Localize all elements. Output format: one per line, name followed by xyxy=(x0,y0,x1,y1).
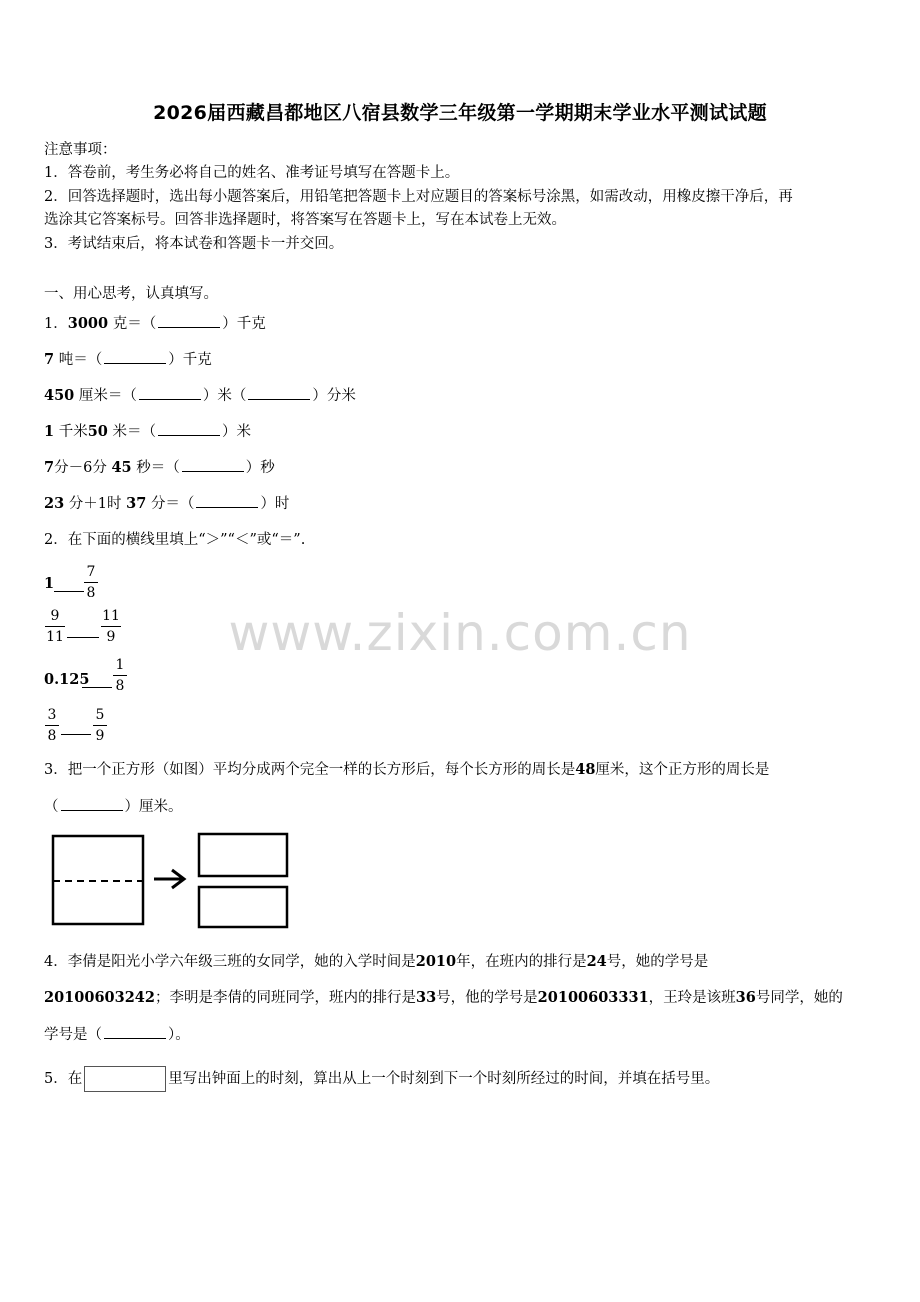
denominator: 9 xyxy=(106,629,116,645)
q2-text: 2．在下面的横线里填上“＞”“＜”或“＝”. xyxy=(44,532,306,548)
q1-line-3 xyxy=(44,385,356,406)
q1-value: 7 xyxy=(44,459,55,476)
q1-text: 吨＝（ xyxy=(58,352,103,368)
q1-text: 秒＝（ xyxy=(136,460,180,476)
q1-unit: ）千克 xyxy=(222,316,266,332)
q1-unit: ）秒 xyxy=(245,460,275,476)
q1-line-6 xyxy=(44,493,289,514)
q2-left-value: 1 xyxy=(44,575,55,592)
q1-number: 1． xyxy=(44,316,68,332)
q5-line xyxy=(44,1066,719,1092)
notice-heading: 注意事项： xyxy=(44,142,117,158)
fraction-bar xyxy=(84,582,98,583)
notice-item-1: 1．答卷前，考生务必将自己的姓名、准考证号填写在答题卡上。 xyxy=(44,165,460,181)
q4-value: 2010 xyxy=(415,953,457,970)
answer-blank[interactable] xyxy=(104,1024,166,1039)
time-input-box[interactable] xyxy=(84,1066,166,1092)
q4-text: 号，他的学号是 xyxy=(436,990,538,1006)
answer-blank[interactable] xyxy=(248,385,310,400)
q1-unit: ）分米 xyxy=(312,388,356,404)
denominator: 8 xyxy=(86,585,96,601)
denominator: 8 xyxy=(115,678,125,694)
q4-line-3 xyxy=(44,1024,190,1045)
numerator: 5 xyxy=(95,707,105,723)
q1-text: 克＝（ xyxy=(112,316,157,332)
q1-value: 450 xyxy=(44,387,75,404)
section-heading: 一、用心思考，认真填写。 xyxy=(44,286,218,302)
q4-value: 20100603331 xyxy=(537,989,649,1006)
q1-line-4 xyxy=(44,421,251,442)
answer-blank[interactable] xyxy=(182,457,244,472)
q1-unit: ）千克 xyxy=(168,352,212,368)
fraction-bar xyxy=(45,725,59,726)
square-split-figure xyxy=(44,830,294,930)
q1-text: 分－6分 xyxy=(54,460,107,476)
q1-value: 1 xyxy=(44,423,55,440)
q3-text: 厘米，这个正方形的周长是 xyxy=(595,762,770,778)
rectangle-bottom-shape xyxy=(199,887,287,927)
q1-value: 7 xyxy=(44,351,55,368)
answer-blank[interactable] xyxy=(104,349,166,364)
q1-line-5 xyxy=(44,457,275,478)
fraction-bar xyxy=(93,725,107,726)
notice-item-2: 2．回答选择题时，选出每小题答案后，用铅笔把答题卡上对应题目的答案标号涂黑，如需改动，用橡皮擦干净后，再 xyxy=(44,189,793,205)
numerator: 3 xyxy=(47,707,57,723)
q5-text: 里写出钟面上的时刻，算出从上一个时刻到下一个时刻所经过的时间，并填在括号里。 xyxy=(168,1071,720,1087)
q3-value: 48 xyxy=(575,761,596,778)
q1-value: 50 xyxy=(87,423,108,440)
q2-left-value: 0.125 xyxy=(44,671,90,688)
q1-value: 37 xyxy=(126,495,147,512)
q1-line-2 xyxy=(44,349,212,370)
denominator: 11 xyxy=(46,629,64,645)
q4-value: 33 xyxy=(415,989,437,1006)
q1-text: 分＝（ xyxy=(150,496,195,512)
denominator: 9 xyxy=(95,728,105,744)
q1-text: 千米 xyxy=(58,424,88,440)
q2-fraction xyxy=(45,706,59,745)
q1-value: 23 xyxy=(44,495,65,512)
q2-answer-line[interactable] xyxy=(82,687,112,688)
answer-blank[interactable] xyxy=(61,796,123,811)
q4-text: ，王玲是该班 xyxy=(648,990,736,1006)
q1-text: 厘米＝（ xyxy=(78,388,137,404)
q4-text: 号，她的学号是 xyxy=(606,954,709,970)
answer-blank[interactable] xyxy=(139,385,201,400)
q2-answer-line[interactable] xyxy=(61,734,91,735)
notice-item-2-cont: 选涂其它答案标号。回答非选择题时，将答案写在答题卡上，写在本试卷上无效。 xyxy=(44,212,566,228)
q3-text: 3．把一个正方形（如图）平均分成两个完全一样的长方形后，每个长方形的周长是 xyxy=(44,762,576,778)
q4-line-1 xyxy=(44,952,708,972)
q4-text: 号同学，她的 xyxy=(755,990,843,1006)
notice-item-3: 3．考试结束后，将本试卷和答题卡一并交回。 xyxy=(44,236,344,252)
q4-value: 20100603242 xyxy=(44,989,155,1006)
q3-text: （ xyxy=(44,799,59,815)
numerator: 1 xyxy=(115,657,125,673)
q1-unit: ）米 xyxy=(222,424,251,440)
q2-fraction xyxy=(84,563,98,602)
answer-blank[interactable] xyxy=(196,493,258,508)
q1-text: 米＝（ xyxy=(112,424,156,440)
rectangle-top-shape xyxy=(199,834,287,876)
numerator: 11 xyxy=(102,608,120,624)
q3-line-2 xyxy=(44,796,183,817)
q2-fraction xyxy=(93,706,107,745)
q2-answer-line[interactable] xyxy=(54,591,84,592)
q1-value: 3000 xyxy=(67,315,109,332)
q3-line-1 xyxy=(44,760,769,780)
q4-text: 学号是（ xyxy=(44,1027,102,1043)
answer-blank[interactable] xyxy=(158,421,220,436)
q1-unit: ）时 xyxy=(260,496,290,512)
q5-text: 5．在 xyxy=(44,1071,83,1087)
fraction-bar xyxy=(113,675,127,676)
numerator: 9 xyxy=(50,608,60,624)
q4-value: 24 xyxy=(586,953,607,970)
q1-text: ）米（ xyxy=(202,388,247,404)
q4-text: ）。 xyxy=(168,1027,190,1043)
q4-value: 36 xyxy=(735,989,756,1006)
arrow-right-icon xyxy=(154,870,184,888)
watermark: www.zixin.com.cn xyxy=(228,604,692,662)
page-title: 2026届西藏昌都地区八宿县数学三年级第一学期期末学业水平测试试题 xyxy=(153,102,767,124)
numerator: 7 xyxy=(86,564,96,580)
q3-text: ）厘米。 xyxy=(124,799,183,815)
q4-line-2 xyxy=(44,988,843,1008)
q4-text: ；李明是李倩的同班同学，班内的排行是 xyxy=(154,990,416,1006)
answer-blank[interactable] xyxy=(158,313,220,328)
q1-text: 分＋1时 xyxy=(68,496,122,512)
denominator: 8 xyxy=(47,728,57,744)
q4-text: 4．李倩是阳光小学六年级三班的女同学，她的入学时间是 xyxy=(44,954,416,970)
q4-text: 年，在班内的排行是 xyxy=(456,954,587,970)
q1-value: 45 xyxy=(111,459,132,476)
q1-line-1 xyxy=(44,313,266,334)
